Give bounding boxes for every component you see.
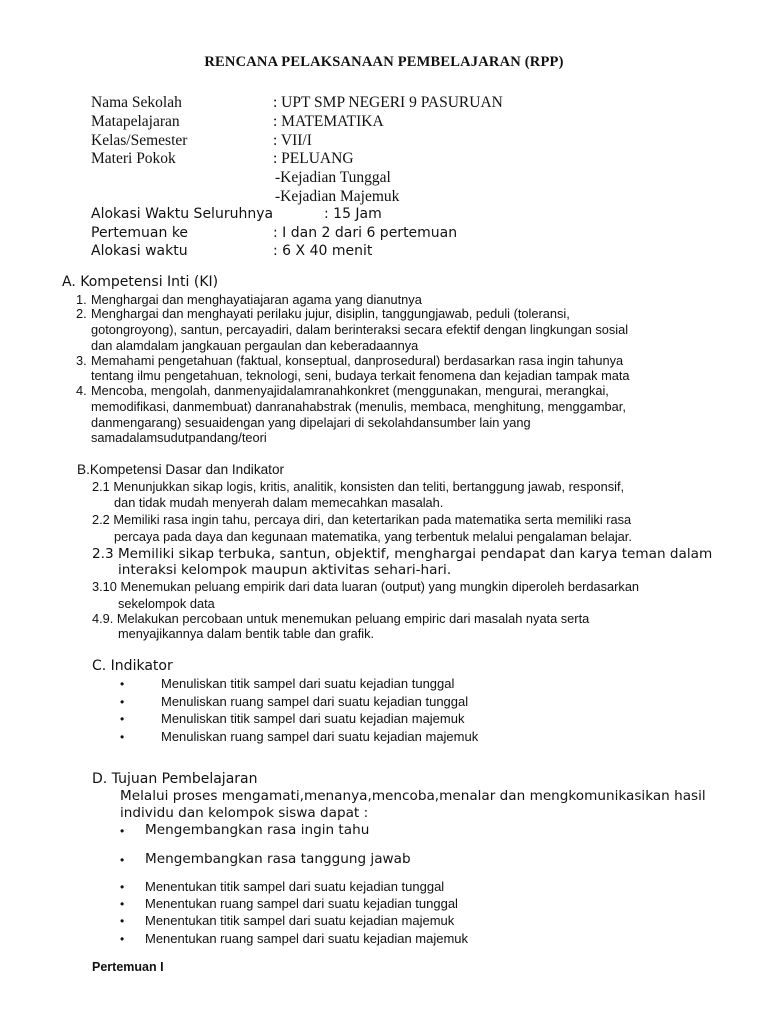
label-alokasi-waktu-seluruhnya: Alokasi Waktu Seluruhnya (91, 206, 274, 222)
pertemuan-heading: Pertemuan I (92, 960, 164, 974)
value-nama-sekolah: : UPT SMP NEGERI 9 PASURUAN (273, 94, 503, 111)
indikator-1: Menuliskan titik sampel dari suatu kejadian tunggal (161, 676, 455, 691)
value-matapelajaran: : MATEMATIKA (273, 113, 384, 130)
ki-2-line-2: gotongroyong), santun, percayadiri, dalam berinteraksi secara efektif dengan lingkungan sosial (91, 322, 629, 337)
indikator-1-bullet: • (120, 677, 125, 691)
tujuan-4: Menentukan ruang sampel dari suatu kejadian majemuk (145, 931, 469, 946)
label-nama-sekolah: Nama Sekolah (91, 94, 182, 111)
ki-4-line-3: danmengarang) sesuaidengan yang dipelajari di sekolahdansumber lain yang (91, 415, 531, 430)
ki-3-line-1: Memahami pengetahuan (faktual, konseptual, danprosedural) berdasarkan rasa ingin tahunya (91, 353, 624, 368)
label-materi-pokok: Materi Pokok (91, 150, 176, 167)
kd-4-9-line-1: 4.9. Melakukan percobaan untuk menemukan peluang empiric dari masalah nyata serta (92, 611, 590, 626)
heading-indikator: C. Indikator (92, 658, 173, 674)
tujuan-big-2-bullet: • (120, 853, 125, 867)
value-materi-pokok: : PELUANG (273, 150, 354, 167)
kd-2-2-line-2: percaya pada daya dan kegunaan matematika, yang terbentuk melalui pengalaman belajar. (114, 529, 632, 544)
value-kelas-semester: : VII/I (273, 132, 312, 149)
tujuan-intro-line-2: individu dan kelompok siswa dapat : (120, 805, 369, 821)
tujuan-2: Menentukan ruang sampel dari suatu kejadian tunggal (145, 896, 458, 911)
indikator-3-bullet: • (120, 712, 125, 726)
ki-1-line-1: Menghargai dan menghayatiajaran agama yang dianutnya (91, 292, 422, 307)
kd-4-9-line-2: menyajikannya dalam bentik table dan grafik. (118, 626, 375, 641)
indikator-2-bullet: • (120, 695, 125, 709)
ki-4-line-2: memodifikasi, danmembuat) danranahabstrak (menulis, membaca, menghitung, menggambar, (91, 399, 626, 414)
tujuan-3-bullet: • (120, 914, 125, 928)
indikator-4-bullet: • (120, 730, 125, 744)
materi-sub-1: -Kejadian Tunggal (275, 169, 391, 186)
ki-3-number: 3. (76, 353, 87, 368)
tujuan-3: Menentukan titik sampel dari suatu kejadian majemuk (145, 913, 455, 928)
indikator-3: Menuliskan titik sampel dari suatu kejadian majemuk (161, 711, 465, 726)
indikator-4: Menuliskan ruang sampel dari suatu kejadian majemuk (161, 729, 479, 744)
kd-2-1-line-2: dan tidak mudah menyerah dalam memecahkan masalah. (114, 495, 444, 510)
kd-2-2-line-1: 2.2 Memiliki rasa ingin tahu, percaya diri, dan ketertarikan pada matematika serta memiliki rasa (92, 512, 632, 527)
tujuan-big-1-bullet: • (120, 824, 125, 838)
ki-2-line-1: Menghargai dan menghayati perilaku jujur, disiplin, tanggungjawab, peduli (toleransi, (91, 306, 570, 321)
kd-2-3-line-1: 2.3 Memiliki sikap terbuka, santun, objektif, menghargai pendapat dan karya teman dalam (92, 546, 713, 562)
kd-2-1-line-1: 2.1 Menunjukkan sikap logis, kritis, analitik, konsisten dan teliti, bertanggung jawab, responsif, (92, 479, 625, 494)
label-pertemuan-ke: Pertemuan ke (91, 225, 189, 241)
tujuan-intro-line-1: Melalui proses mengamati,menanya,mencoba,menalar dan mengkomunikasikan hasil (120, 788, 706, 804)
tujuan-1-bullet: • (120, 880, 125, 894)
tujuan-4-bullet: • (120, 932, 125, 946)
kd-3-10-line-1: 3.10 Menemukan peluang empirik dari data luaran (output) yang mungkin diperoleh berdasarkan (92, 579, 640, 594)
ki-4-line-4: samadalamsudutpandang/teori (91, 430, 267, 445)
indikator-2: Menuliskan ruang sampel dari suatu kejadian tunggal (161, 694, 469, 709)
ki-2-number: 2. (76, 306, 87, 321)
kd-2-3-line-2: interaksi kelompok maupun aktivitas sehari-hari. (118, 562, 452, 578)
kd-3-10-line-2: sekelompok data (118, 596, 215, 611)
ki-4-number: 4. (76, 383, 87, 398)
heading-kompetensi-dasar: B.Kompetensi Dasar dan Indikator (77, 462, 285, 477)
tujuan-big-2: Mengembangkan rasa tanggung jawab (145, 851, 411, 867)
ki-2-line-3: dan alamdalam jangkauan pergaulan dan keberadaannya (91, 338, 419, 353)
ki-1-number: 1. (76, 292, 87, 307)
label-alokasi-waktu: Alokasi waktu (91, 243, 188, 259)
ki-3-line-2: tentang ilmu pengetahuan, teknologi, seni, budaya terkait fenomena dan kejadian tampak mata (91, 368, 630, 383)
tujuan-2-bullet: • (120, 897, 125, 911)
tujuan-1: Menentukan titik sampel dari suatu kejadian tunggal (145, 879, 445, 894)
document-title: RENCANA PELAKSANAAN PEMBELAJARAN (RPP) (204, 54, 564, 70)
heading-kompetensi-inti: A. Kompetensi Inti (KI) (62, 274, 219, 290)
label-matapelajaran: Matapelajaran (91, 113, 180, 130)
value-alokasi-waktu-seluruhnya: : 15 Jam (324, 206, 382, 222)
heading-tujuan-pembelajaran: D. Tujuan Pembelajaran (92, 771, 258, 787)
materi-sub-2: -Kejadian Majemuk (275, 188, 400, 205)
ki-4-line-1: Mencoba, mengolah, danmenyajidalamranahkonkret (menggunakan, mengurai, merangkai, (91, 383, 609, 398)
tujuan-big-1: Mengembangkan rasa ingin tahu (145, 822, 370, 838)
value-alokasi-waktu: : 6 X 40 menit (273, 243, 373, 259)
label-kelas-semester: Kelas/Semester (91, 132, 188, 149)
value-pertemuan-ke: : I dan 2 dari 6 pertemuan (273, 225, 458, 241)
